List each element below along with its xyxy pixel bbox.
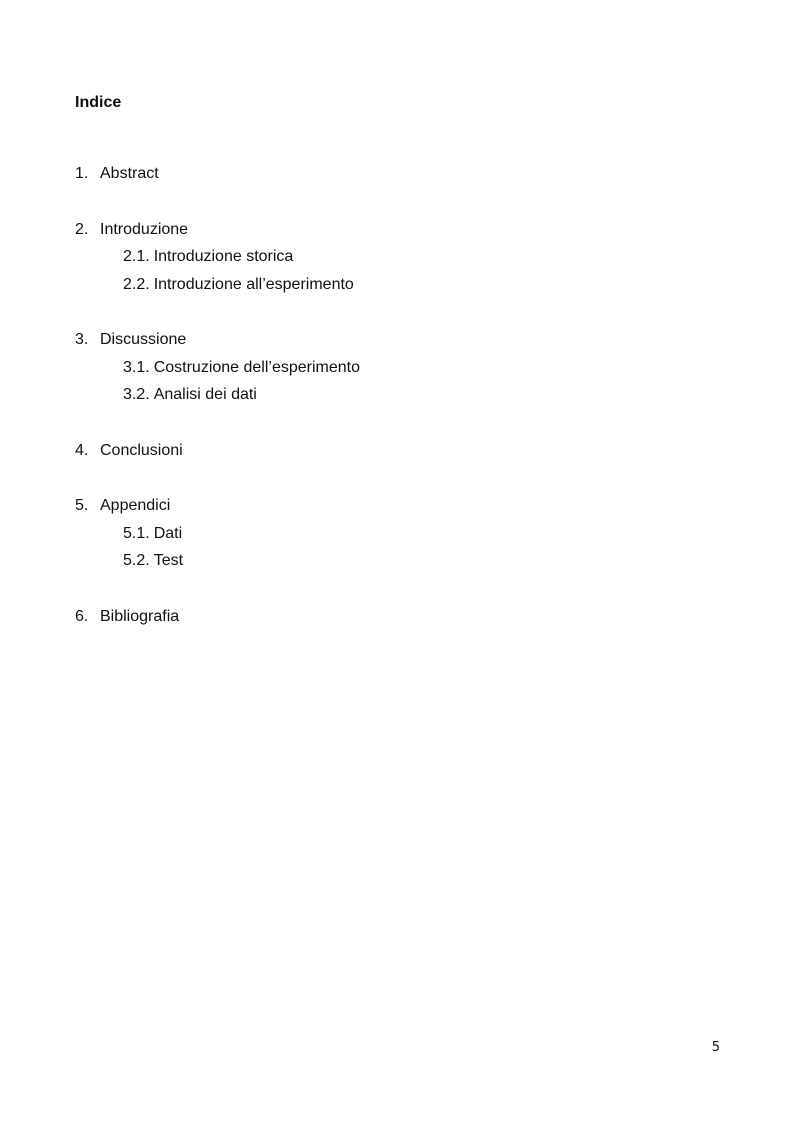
toc-subentry xyxy=(123,381,715,409)
toc-sublabel: Costruzione dell’esperimento xyxy=(153,358,361,376)
toc-entry xyxy=(75,160,715,188)
toc-number: 6. xyxy=(75,607,89,625)
toc-sublabel: Dati xyxy=(153,524,183,542)
table-of-contents xyxy=(75,160,715,658)
toc-subsection-list xyxy=(75,520,715,575)
toc-label: Abstract xyxy=(100,165,159,182)
toc-sublabel: Introduzione storica xyxy=(153,248,294,265)
page-number: 5 xyxy=(711,1040,720,1055)
toc-label: Introduzione xyxy=(100,220,189,238)
toc-sublabel: Introduzione all’esperimento xyxy=(153,275,354,293)
toc-entry xyxy=(75,603,715,631)
toc-subentry xyxy=(123,354,715,382)
toc-number: 4. xyxy=(75,441,89,459)
toc-title: Indice xyxy=(75,94,122,111)
toc-subnumber: 2.2. xyxy=(123,275,150,293)
toc-subnumber: 3.1. xyxy=(123,358,150,376)
toc-number: 1. xyxy=(75,165,89,182)
toc-subentry xyxy=(123,243,715,271)
toc-sublabel: Analisi dei dati xyxy=(153,386,257,403)
toc-section-2 xyxy=(75,216,715,299)
toc-subsection-list xyxy=(75,243,715,298)
toc-label: Discussione xyxy=(100,331,187,348)
toc-label: Conclusioni xyxy=(100,441,183,459)
toc-subentry xyxy=(123,271,715,299)
toc-section-6 xyxy=(75,603,715,631)
toc-entry xyxy=(75,492,715,520)
toc-subsection-list xyxy=(75,354,715,409)
toc-section-1 xyxy=(75,160,715,188)
toc-number: 2. xyxy=(75,220,89,238)
toc-subentry xyxy=(123,520,715,548)
toc-label: Bibliografia xyxy=(100,607,180,625)
toc-section-3 xyxy=(75,326,715,409)
toc-subnumber: 5.2. xyxy=(123,552,150,569)
toc-entry xyxy=(75,437,715,465)
toc-entry xyxy=(75,326,715,354)
toc-sublabel: Test xyxy=(153,552,184,569)
toc-subnumber: 3.2. xyxy=(123,386,150,403)
toc-entry xyxy=(75,216,715,244)
toc-section-4 xyxy=(75,437,715,465)
toc-section-5 xyxy=(75,492,715,575)
toc-subentry xyxy=(123,547,715,575)
toc-number: 5. xyxy=(75,497,89,514)
toc-subnumber: 5.1. xyxy=(123,524,150,542)
toc-label: Appendici xyxy=(100,497,171,514)
toc-subnumber: 2.1. xyxy=(123,248,150,265)
toc-number: 3. xyxy=(75,331,89,348)
